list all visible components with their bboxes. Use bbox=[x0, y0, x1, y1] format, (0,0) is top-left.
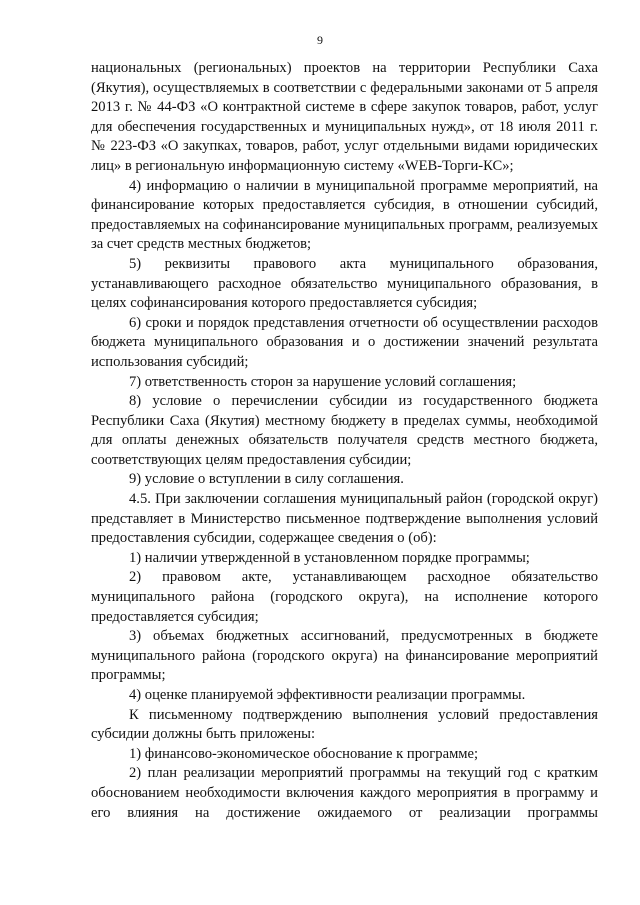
paragraph: 9) условие о вступлении в силу соглашения. bbox=[129, 471, 404, 488]
document-body bbox=[91, 59, 598, 823]
paragraph: 2) план реализации мероприятий программы на текущий год с кратким обоснованием необходимости включения каждого мероприятия в программу и его влияния на достижение ожидаемого от реализации программы bbox=[91, 765, 598, 821]
paragraph: 5) реквизиты правового акта муниципального образования, устанавливающего расходное обязательство муниципального образования, в целях софинансирования которого предоставляется субсидия; bbox=[91, 255, 598, 312]
paragraph: 7) ответственность сторон за нарушение условий соглашения; bbox=[129, 373, 517, 390]
paragraph: 2) правовом акте, устанавливающем расходное обязательство муниципального района (городского округа), на исполнение которого предоставляется субсидия; bbox=[91, 569, 598, 625]
paragraph: 1) финансово-экономическое обоснование к программе; bbox=[129, 745, 479, 762]
paragraph: 3) объемах бюджетных ассигнований, предусмотренных в бюджете муниципального района (городского округа) на финансирование мероприятий программы; bbox=[91, 628, 598, 684]
paragraph: 8) условие о перечислении субсидии из государственного бюджета Республики Саха (Якутия) местному бюджету в пределах суммы, необходимой для оплаты денежных обязательств получателя средств местного бюджета, соответствующих целям предоставления субсидии; bbox=[91, 393, 598, 468]
paragraph: 1) наличии утвержденной в установленном порядке программы; bbox=[129, 549, 530, 566]
paragraph: 6) сроки и порядок представления отчетности об осуществлении расходов бюджета муниципального образования и о достижении значений результата использования субсидий; bbox=[91, 314, 598, 370]
paragraph: 4) информацию о наличии в муниципальной программе мероприятий, на финансирование которых предоставляется субсидия, в отношении субсидий, предоставляемых на софинансирование муниципальных программ, реализуемых за счет средств местных бюджетов; bbox=[91, 177, 598, 253]
paragraph: К письменному подтверждению выполнения условий предоставления субсидии должны быть приложены: bbox=[91, 706, 598, 743]
page-number: 9 bbox=[317, 33, 323, 47]
paragraph: 4) оценке планируемой эффективности реализации программы. bbox=[129, 687, 526, 703]
paragraph: 4.5. При заключении соглашения муниципальный район (городской округ) представляет в Министерство письменное подтверждение выполнения условий предоставления субсидии, содержащее сведения о (об): bbox=[91, 491, 598, 547]
paragraph: национальных (региональных) проектов на территории Республики Саха (Якутия), осуществляемых в соответствии с федеральными законами от 5 апреля 2013 г. № 44-ФЗ «О контрактной системе в сфере закупок товаров, работ, услуг для обеспечения государственных и муниципальных нужд», от 18 июля 2011 г. № 223-ФЗ «О закупках, товаров, работ, услуг отдельными видами юридических лиц» в региональную информационную систему «WEB-Торги-КС»; bbox=[91, 60, 598, 174]
